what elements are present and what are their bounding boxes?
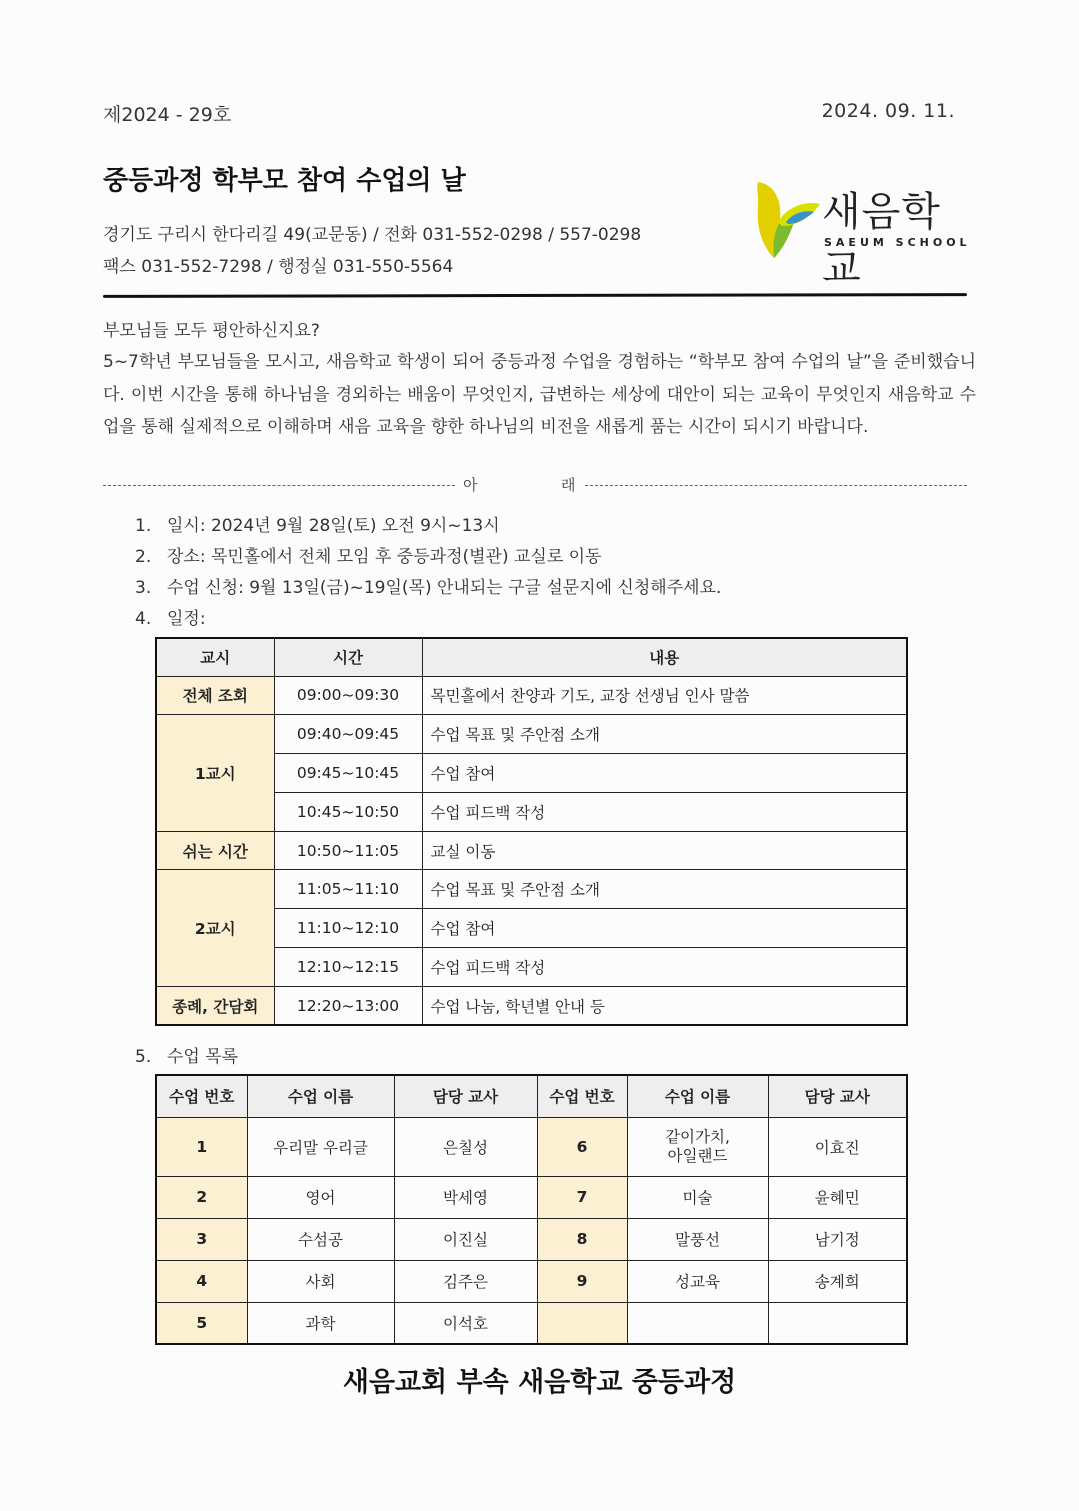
table-row (156, 1218, 907, 1260)
time-cell: 12:10~12:15 (274, 948, 422, 987)
table-header-row (156, 638, 907, 676)
time-cell: 12:20~13:00 (274, 986, 422, 1025)
table-row (156, 986, 907, 1025)
course-teacher: 김주은 (394, 1260, 537, 1302)
course-name: 말풍선 (627, 1218, 768, 1260)
table-row (156, 1302, 907, 1344)
content-cell: 수업 피드백 작성 (422, 948, 907, 987)
course-name: 영어 (247, 1176, 394, 1218)
time-cell: 09:45~10:45 (274, 754, 422, 793)
list-number: 3. (135, 578, 152, 598)
course-name: 과학 (247, 1302, 394, 1344)
list-text: 장소: 목민홀에서 전체 모임 후 중등과정(별관) 교실로 이동 (167, 547, 602, 567)
list-text: 일정: (167, 609, 206, 629)
footer-organization: 새음교회 부속 새음학교 중등과정 (342, 1367, 737, 1398)
document-title: 중등과정 학부모 참여 수업의 날 (103, 166, 466, 196)
course-teacher: 남기정 (768, 1218, 907, 1260)
course-number: 2 (156, 1176, 247, 1218)
courses-table (155, 1074, 908, 1345)
course-teacher: 은칠성 (394, 1117, 537, 1176)
table-row (156, 676, 907, 715)
course-name: 같이가치, 아일랜드 (627, 1117, 768, 1176)
course-teacher: 박세영 (394, 1176, 537, 1218)
course-number: 9 (537, 1260, 627, 1302)
list-item (135, 543, 721, 574)
header-course-no: 수업 번호 (537, 1075, 627, 1117)
divider-dash-left (103, 485, 455, 486)
course-name (627, 1302, 768, 1344)
content-cell: 수업 목표 및 주안점 소개 (422, 870, 907, 909)
period-cell: 쉬는 시간 (156, 831, 274, 870)
course-teacher (768, 1302, 907, 1344)
period-cell: 전체 조회 (156, 676, 274, 715)
divider-label-right: 래 (561, 476, 576, 494)
list-number: 2. (135, 547, 152, 567)
section-divider (103, 474, 967, 496)
table-row (156, 1176, 907, 1218)
content-cell: 수업 피드백 작성 (422, 792, 907, 831)
course-teacher: 송계희 (768, 1260, 907, 1302)
list-item (135, 512, 721, 543)
time-cell: 10:45~10:50 (274, 792, 422, 831)
content-cell: 수업 나눔, 학년별 안내 등 (422, 986, 907, 1025)
header-course-name: 수업 이름 (627, 1075, 768, 1117)
table-row (156, 1260, 907, 1302)
period-cell: 종례, 간담회 (156, 986, 274, 1025)
logo-leaf-icon (752, 178, 822, 260)
content-cell: 목민홀에서 찬양과 기도, 교장 선생님 인사 말씀 (422, 676, 907, 715)
course-name: 미술 (627, 1176, 768, 1218)
courses-label (135, 1042, 238, 1067)
greeting: 부모님들 모두 평안하신지요? (103, 321, 320, 341)
course-number: 8 (537, 1218, 627, 1260)
table-row (156, 870, 907, 909)
header-content: 내용 (422, 638, 907, 676)
list-text: 수업 목록 (167, 1047, 239, 1067)
header-teacher: 담당 교사 (768, 1075, 907, 1117)
header-time: 시간 (274, 638, 422, 676)
time-cell: 11:05~11:10 (274, 870, 422, 909)
course-name: 수섬공 (247, 1218, 394, 1260)
issue-date: 2024. 09. 11. (821, 100, 955, 122)
table-row (156, 715, 907, 754)
header-period: 교시 (156, 638, 274, 676)
table-header-row (156, 1075, 907, 1117)
period-cell: 2교시 (156, 870, 274, 986)
course-number: 6 (537, 1117, 627, 1176)
list-text: 수업 신청: 9월 13일(금)~19일(목) 안내되는 구글 설문지에 신청해주세요. (167, 578, 722, 598)
issue-number: 제2024 - 29호 (103, 104, 232, 126)
list-item (135, 605, 721, 636)
info-list (135, 512, 721, 636)
logo-subtitle: SAEUM SCHOOL (824, 236, 971, 249)
period-cell: 1교시 (156, 715, 274, 831)
content-cell: 수업 참여 (422, 909, 907, 948)
list-number: 4. (135, 609, 152, 629)
logo-name: 새음학교 (822, 189, 941, 292)
course-teacher: 윤혜민 (768, 1176, 907, 1218)
course-number: 5 (156, 1302, 247, 1344)
course-name: 성교육 (627, 1260, 768, 1302)
school-logo (752, 178, 972, 292)
list-text: 일시: 2024년 9월 28일(토) 오전 9시~13시 (167, 516, 500, 536)
header-course-no: 수업 번호 (156, 1075, 247, 1117)
course-teacher: 이진실 (394, 1218, 537, 1260)
course-number: 7 (537, 1176, 627, 1218)
table-row (156, 831, 907, 870)
time-cell: 10:50~11:05 (274, 831, 422, 870)
content-cell: 수업 참여 (422, 754, 907, 793)
time-cell: 11:10~12:10 (274, 909, 422, 948)
time-cell: 09:40~09:45 (274, 715, 422, 754)
course-number (537, 1302, 627, 1344)
course-name: 우리말 우리글 (247, 1117, 394, 1176)
header-teacher: 담당 교사 (394, 1075, 537, 1117)
time-cell: 09:00~09:30 (274, 676, 422, 715)
course-teacher: 이석호 (394, 1302, 537, 1344)
header-course-name: 수업 이름 (247, 1075, 394, 1117)
course-number: 4 (156, 1260, 247, 1302)
course-number: 1 (156, 1117, 247, 1176)
list-item (135, 574, 721, 605)
list-number: 1. (135, 516, 152, 536)
contact-line-1: 경기도 구리시 한다리길 49(교문동) / 전화 031-552-0298 / 557-0298 (103, 225, 642, 245)
contact-line-2: 팩스 031-552-7298 / 행정실 031-550-5564 (103, 257, 454, 277)
divider-label-left: 아 (463, 476, 478, 494)
course-teacher: 이효진 (768, 1117, 907, 1176)
header-rule (103, 293, 967, 298)
body-paragraph: 5~7학년 부모님들을 모시고, 새음학교 학생이 되어 중등과정 수업을 경험하는 “학부모 참여 수업의 날”을 준비했습니다. 이번 시간을 통해 하나님을 경외하는 배움이 무엇인지, 급변하는 세상에 대안이 되는 교육이 무엇인지 새음학교 수업을 통해 실제적으로 이해하며 새음 교육을 향한 하나님의 비전을 새롭게 품는 시간이 되시기 바랍니다. (103, 352, 976, 437)
schedule-table (155, 637, 908, 1026)
table-row (156, 1117, 907, 1176)
course-number: 3 (156, 1218, 247, 1260)
list-number: 5. (135, 1047, 152, 1067)
content-cell: 교실 이동 (422, 831, 907, 870)
divider-dash-right (585, 485, 967, 486)
content-cell: 수업 목표 및 주안점 소개 (422, 715, 907, 754)
course-name: 사회 (247, 1260, 394, 1302)
